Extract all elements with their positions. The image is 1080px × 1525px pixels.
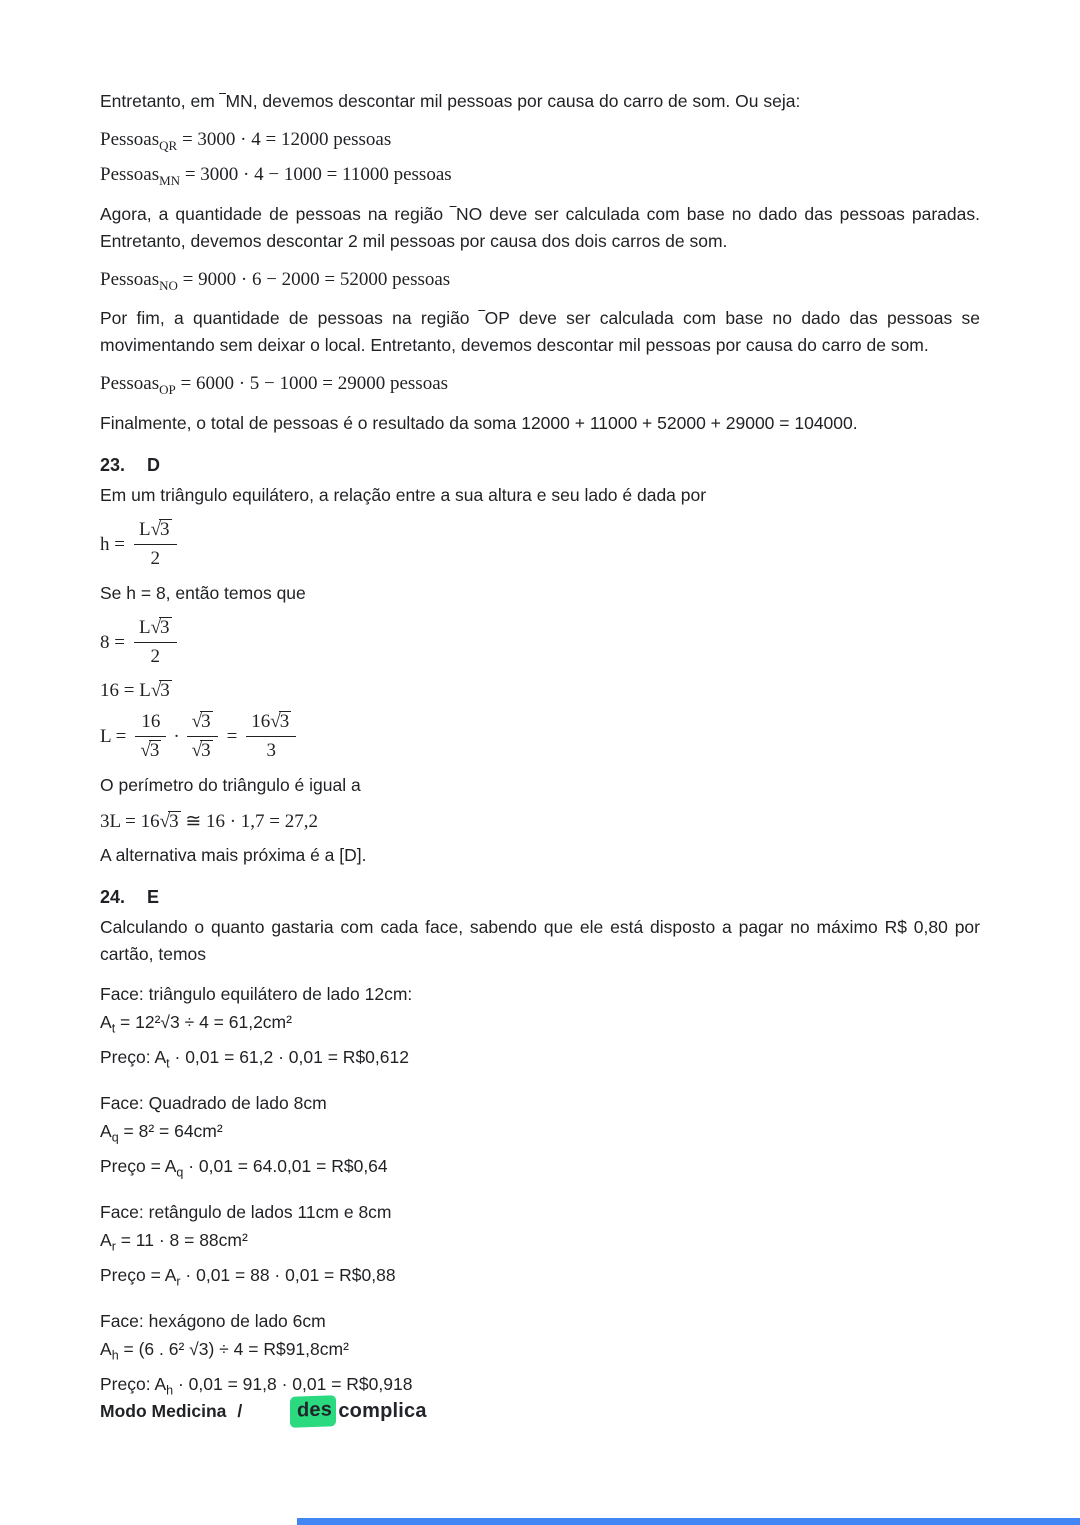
equation-lhs: L = [100,725,127,747]
radicand: 3 [160,519,170,541]
equation-l-rationalization [100,711,980,762]
math-text: Pessoas [100,373,160,395]
math-text: 3L = 16 [100,811,160,833]
fraction-numerator [246,711,296,733]
face-title: Face: hexágono de lado 6cm [100,1311,326,1332]
face-price-line [100,1261,980,1296]
paragraph-q22-intro: Entretanto, em ‾MN, devemos descontar mil pessoas por causa do carro de som. Ou seja: [100,91,801,111]
fraction-numerator [187,711,218,733]
math-text: = 8² = 64cm² [118,1121,223,1142]
square-root [140,740,161,761]
math-subscript: QR [159,137,178,153]
paragraph-q23-conclusion: A alternativa mais próxima é a [D]. [100,845,367,866]
equation-3l-result [100,809,980,834]
question-number: 24. [100,887,126,908]
fraction [135,711,166,762]
paragraph-q24-intro: Calculando o quanto gastaria com cada face, sabendo que ele está disposto a pagar no máximo R$ 0,80 por cartão, temos [100,917,980,965]
fraction-bar [246,736,296,737]
radical-sign: √ [150,519,161,541]
face-area-line [100,1335,980,1370]
paragraph-q23-intro: Em um triângulo equilátero, a relação entre a sua altura e seu lado é dada por [100,485,707,506]
descomplica-logo-green-badge: des [290,1395,336,1428]
footer [100,1396,427,1427]
math-group-q22c [100,369,980,404]
radicand: 3 [160,617,170,639]
math-text: Pessoas [100,268,160,290]
math-text: L [138,617,151,639]
math-text: Pessoas [100,129,160,150]
radical-sign: √ [191,711,202,733]
square-root [192,711,213,732]
fraction [134,617,177,668]
math-group-q22a [100,125,980,195]
answer-letter: D [147,455,161,476]
face-block-square [100,1089,980,1186]
fraction-denominator: 3 [266,740,277,762]
math-text: = 3000 · 4 − 1000 = 11000 pessoas [180,163,452,185]
radicand: 3 [169,811,179,833]
question-number: 23. [100,455,126,476]
radical-sign: √ [191,740,202,762]
fraction [134,519,177,570]
radicand: 3 [149,740,160,762]
math-subscript: q [176,1165,184,1180]
fraction-denominator: 2 [150,646,160,668]
math-subscript: t [111,1021,116,1036]
math-line-pessoas-no [100,265,980,300]
descomplica-logo-text: complica [338,1400,427,1422]
math-subscript: OP [159,382,176,398]
math-line-pessoas-mn [100,160,980,195]
math-subscript: r [176,1274,181,1289]
square-root [151,680,172,701]
equation-lhs: 8 = [100,631,125,653]
math-subscript: h [111,1348,119,1363]
fraction-numerator [134,617,177,639]
fraction-denominator [135,740,166,762]
math-text: · 0,01 = 64.0,01 = R$0,64 [183,1155,388,1176]
equation-8-lsqrt3-over-2 [100,617,980,668]
descomplica-logo [290,1396,426,1427]
math-text: = 6000 · 5 − 1000 = 29000 pessoas [175,373,449,395]
fraction [246,711,296,762]
fraction-bar [187,736,218,737]
question-24-heading [100,887,980,908]
fraction-bar [134,544,177,545]
face-block-rectangle [100,1198,980,1295]
answer-letter: E [147,887,160,908]
equation-h-lsqrt3-over-2 [100,519,980,570]
fraction-bar [134,642,177,643]
square-root [151,519,172,540]
math-text: · 0,01 = 88 · 0,01 = R$0,88 [180,1264,396,1285]
paragraph-q23-perimeter: O perímetro do triângulo é igual a [100,775,361,796]
paragraph-q22-op: Por fim, a quantidade de pessoas na região ‾OP deve ser calculada com base no dado das pessoas se movimentando sem deixar o local. Entretanto, devemos descontar mil pessoas por causa do carro de som. [100,308,980,356]
math-text: L [138,519,151,541]
equation-16-lsqrt3 [100,678,980,703]
math-text: Preço: A [100,1373,167,1394]
paragraph-q23-seh8: Se h = 8, então temos que [100,583,306,604]
fraction-bar [135,736,166,737]
math-text: 16 [251,711,271,733]
square-root [160,811,181,832]
radical-sign: √ [150,617,161,639]
math-text: = 12²√3 ÷ 4 = 61,2cm² [115,1012,292,1033]
math-text: Pessoas [100,163,160,185]
radicand: 3 [279,711,290,733]
math-text: Preço = A [100,1155,177,1176]
multiplication-dot: · [173,725,180,747]
math-line-pessoas-op [100,369,980,404]
face-area-line [100,1117,980,1152]
math-subscript: r [111,1239,116,1254]
bottom-blue-bar [297,1518,1080,1525]
math-text: A [100,1121,112,1142]
fraction-denominator: 2 [150,548,160,570]
math-text: Preço = A [100,1264,177,1285]
equals-sign: = [226,725,238,747]
math-text: Preço: A [100,1046,167,1067]
math-text: A [100,1230,112,1251]
question-23-heading [100,455,980,476]
footer-separator: / [237,1401,243,1421]
math-subscript: MN [159,172,181,188]
paragraph-q22-no: Agora, a quantidade de pessoas na região ‾NO deve ser calculada com base no dado das pessoas paradas. Entretanto, devemos descontar 2 mil pessoas por causa dos dois carros de som. [100,203,980,251]
math-text: ≅ 16 · 1,7 = 27,2 [180,811,319,833]
math-text: = 11 · 8 = 88cm² [115,1230,248,1251]
math-text: A [100,1339,112,1360]
fraction-numerator [134,519,177,541]
fraction [187,711,218,762]
math-group-q22b [100,265,980,300]
paragraph-q22-total: Finalmente, o total de pessoas é o resultado da soma 12000 + 11000 + 52000 + 29000 = 104000. [100,413,858,434]
math-text: A [100,1012,112,1033]
radicand: 3 [160,680,170,702]
fraction-numerator: 16 [141,711,161,733]
footer-course-title: Modo Medicina [100,1401,227,1421]
equation-lhs: h = [100,533,125,555]
face-area-line [100,1008,980,1043]
math-text: = 3000 · 4 = 12000 pessoas [177,129,392,150]
face-title: Face: retângulo de lados 11cm e 8cm [100,1202,392,1223]
face-title: Face: Quadrado de lado 8cm [100,1093,327,1114]
math-text: = (6 . 6² √3) ÷ 4 = R$91,8cm² [118,1339,349,1360]
square-root [151,617,172,638]
face-price-line [100,1152,980,1187]
face-block-triangle [100,980,980,1077]
math-subscript: h [166,1383,174,1398]
math-text: · 0,01 = 61,2 · 0,01 = R$0,612 [169,1046,409,1067]
math-text: · 0,01 = 91,8 · 0,01 = R$0,918 [173,1373,413,1394]
math-text: 16 = L [100,680,151,702]
face-price-line [100,1043,980,1078]
face-area-line [100,1226,980,1261]
radical-sign: √ [150,680,161,702]
math-line-pessoas-qr [100,125,980,160]
radical-sign: √ [270,711,280,733]
face-title: Face: triângulo equilátero de lado 12cm: [100,984,413,1005]
radicand: 3 [201,740,211,762]
face-block-hexagon [100,1307,980,1404]
radical-sign: √ [140,740,150,762]
square-root [270,711,291,732]
radical-sign: √ [159,811,170,833]
square-root [192,740,213,761]
math-subscript: NO [159,277,178,293]
math-text: = 9000 · 6 − 2000 = 52000 pessoas [177,268,451,290]
math-subscript: t [166,1056,170,1071]
fraction-denominator [187,740,218,762]
radicand: 3 [201,711,211,733]
math-subscript: q [111,1130,119,1145]
